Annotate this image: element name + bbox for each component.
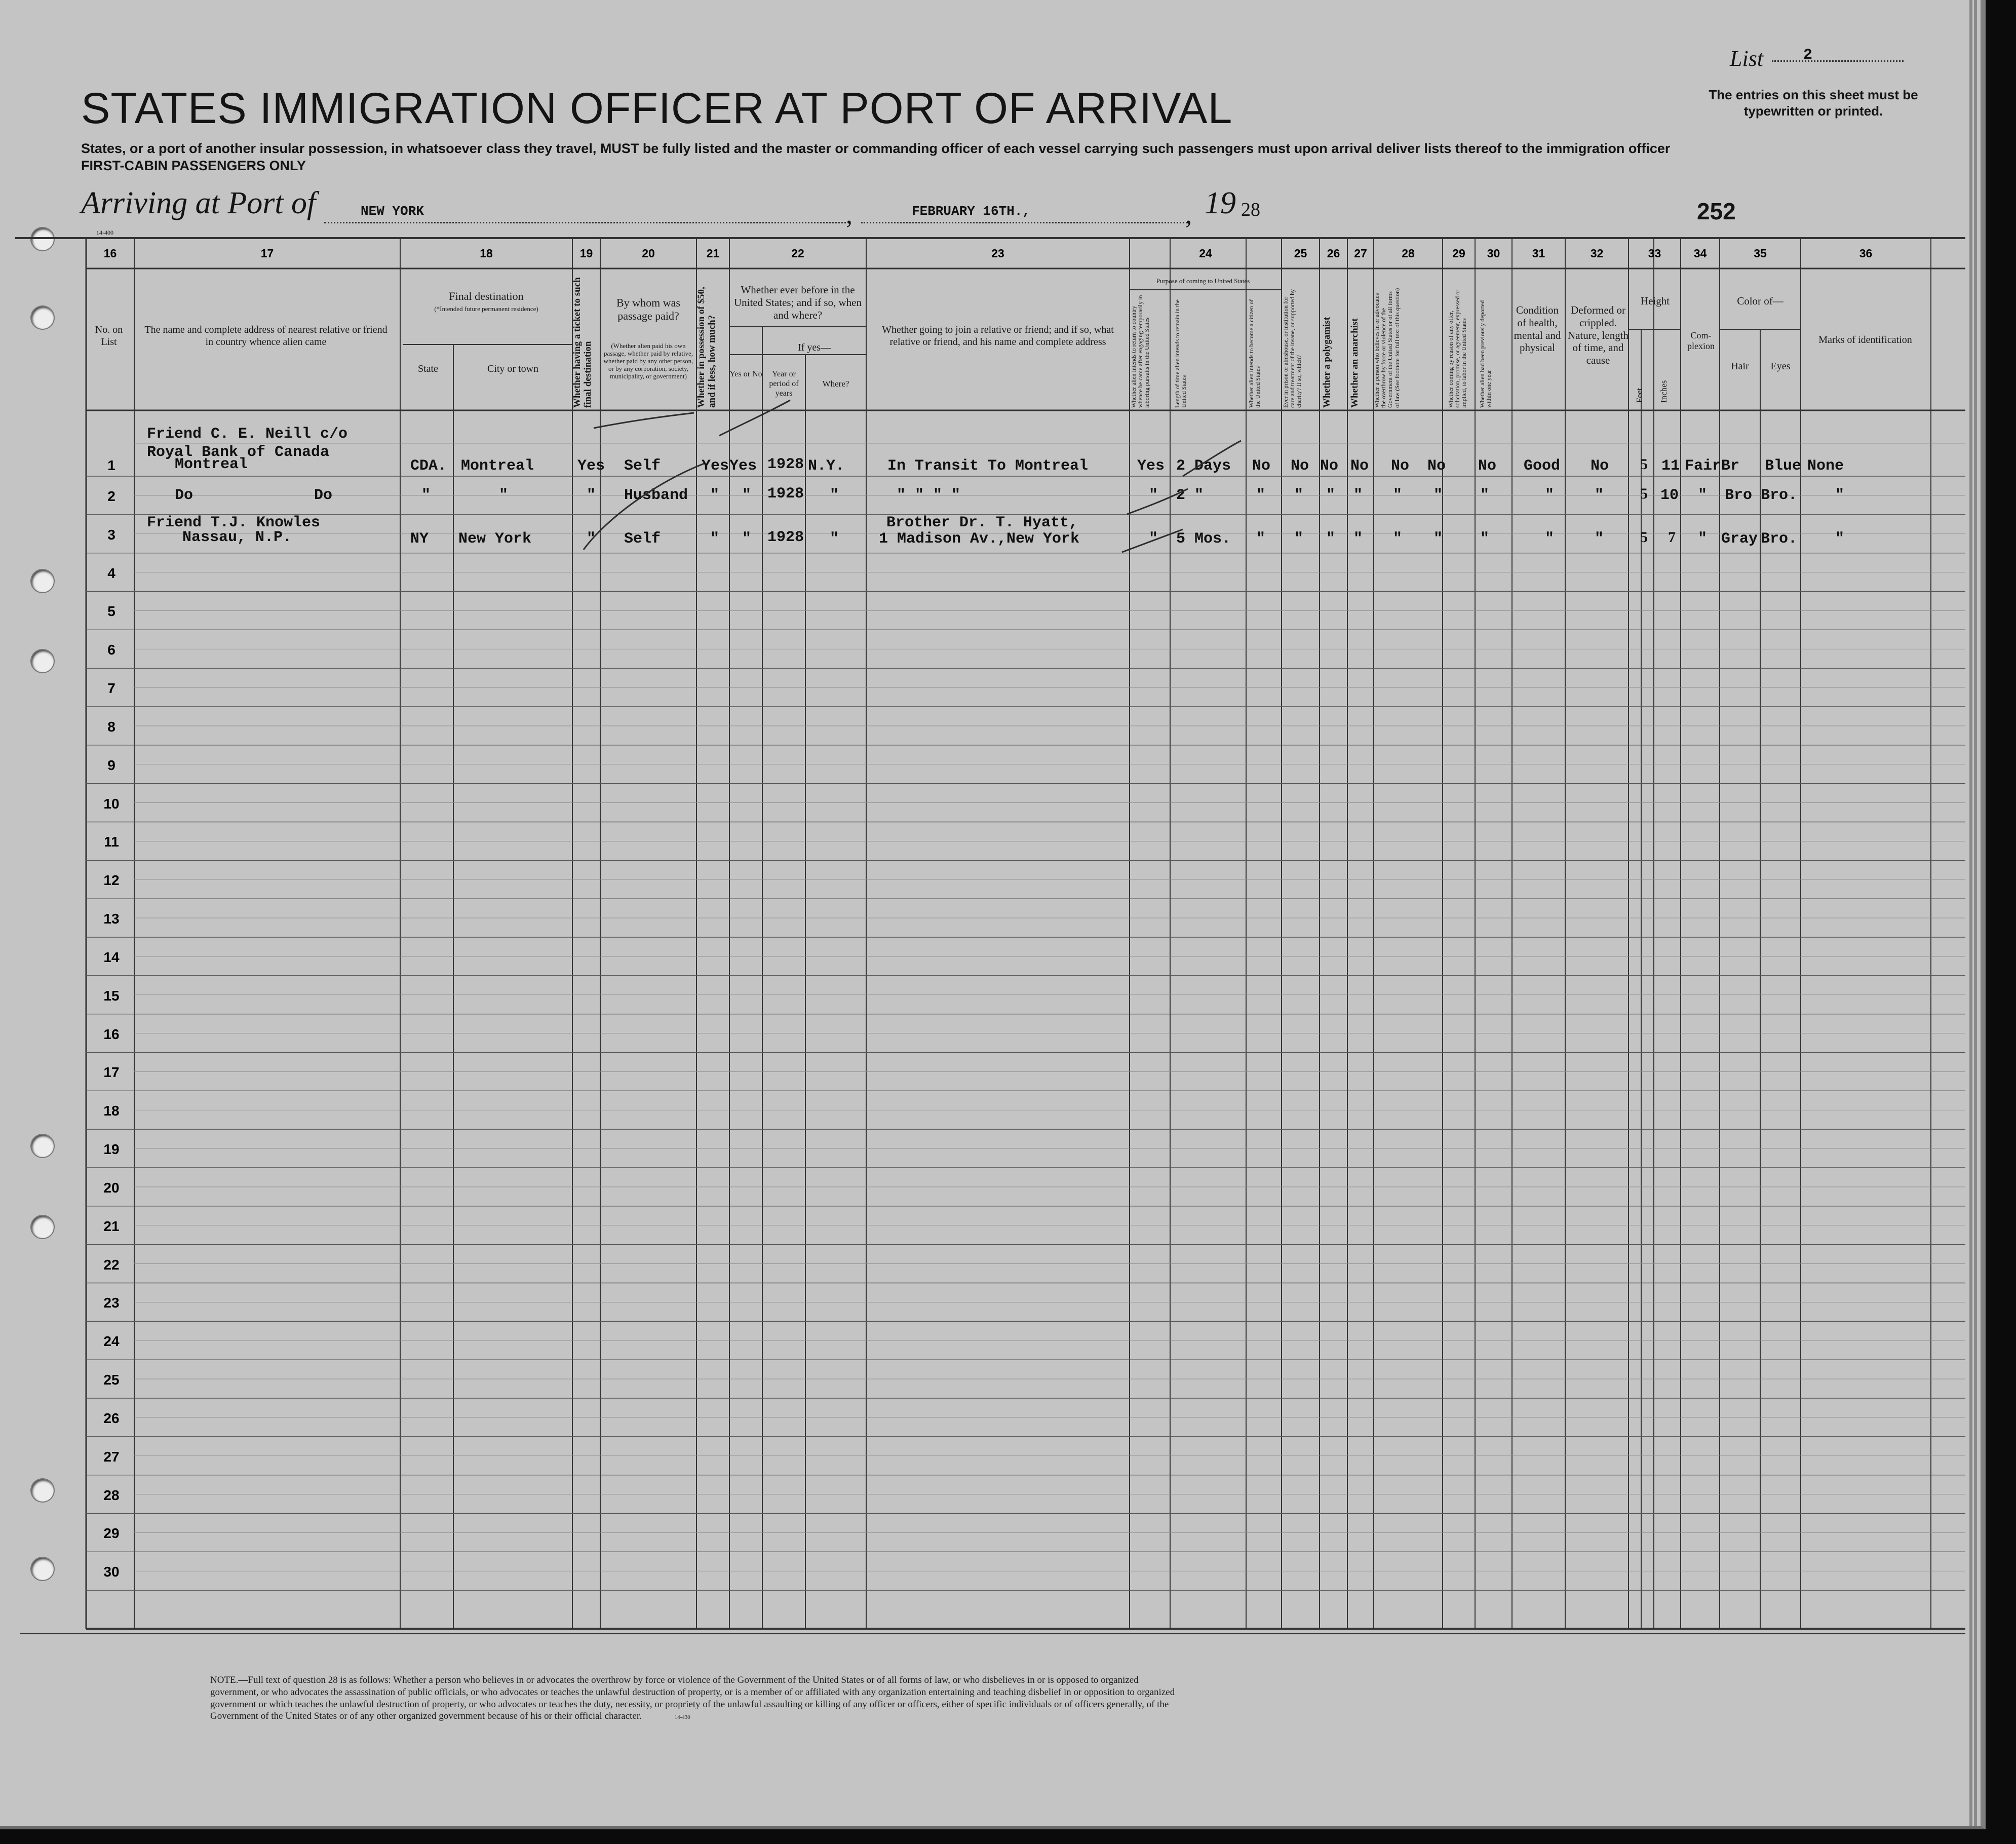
list-number: 2 xyxy=(1803,47,1813,64)
purpose-b-cell: 2 " xyxy=(1176,487,1204,504)
year-suffix: 28 xyxy=(1241,199,1260,220)
header-joining: Whether going to join a relative or friend; and if so, what relative or friend, and his name and complete address xyxy=(882,324,1114,348)
purpose-a-cell: " xyxy=(1149,487,1158,504)
row-number: 13 xyxy=(103,911,120,927)
row-number: 1 xyxy=(107,457,115,473)
footnote-text: NOTE.—Full text of question 28 is as follows: Whether a person who believes in or advocates the overthrow by force or violence of the Government of the United States or of all forms of law, or who disbelieves in or is opposed to organized government, or who advocates the assassination of public officials, or who advocates or teaches the unlawful destruction of property, or is a member of or affiliated with any organization entertaining and teaching disbelief in or opposition to organized government or which teaches the unlawful destruction of property, or who advocates or teaches the duty, necessity, or propriety of the unlawful assaulting or killing of any officer or officers, either of specific individuals or of officers generally, of the Government of the United States or of any other organized government because of his or their official character. xyxy=(210,1675,1175,1722)
header-yes-no: Yes or No xyxy=(729,370,762,378)
feet-cell: 5 xyxy=(1640,485,1648,502)
state-cell: CDA. xyxy=(410,457,447,475)
footnote xyxy=(210,1674,1183,1722)
header-final-destination: Final destination xyxy=(449,290,524,302)
header-purpose-a: Whether alien intends to return to country whence he came after engaging temporarily in laboring pursuits in the United States xyxy=(1130,295,1151,408)
row-number: 22 xyxy=(103,1256,120,1273)
feet-cell: 5 xyxy=(1640,529,1648,546)
deformed-cell: " xyxy=(1595,530,1604,548)
header-prison: Ever in prison or almshouse, or institution for care and treatment of the insane, or supported by charity? If so, which? xyxy=(1282,289,1303,408)
year-prefix: 19 xyxy=(1205,186,1236,220)
row-number: 2 xyxy=(107,488,115,504)
by-whom-cell: Self xyxy=(624,530,661,548)
offer-cell: No xyxy=(1427,457,1446,475)
header-final-destination-note: (*Intended future permanent residence) xyxy=(434,305,538,313)
header-if-yes: If yes— xyxy=(798,342,831,353)
prison-cell: No xyxy=(1291,457,1309,475)
polygamist-cell: " xyxy=(1326,530,1336,548)
header-anarchist: Whether an anarchist xyxy=(1349,318,1360,408)
relative-address: Montreal xyxy=(175,456,248,473)
by-whom-cell: Self xyxy=(624,457,661,475)
form-code: 14-400 xyxy=(96,229,113,236)
health-cell: Good xyxy=(1524,457,1561,475)
header-purpose-b: Length of time alien intends to remain in the United States xyxy=(1174,299,1188,408)
possession-cell: " xyxy=(710,487,720,504)
column-number: 35 xyxy=(1754,247,1767,260)
feet-cell: 5 xyxy=(1640,456,1648,473)
header-health: Condition of health, mental and physical xyxy=(1514,304,1561,354)
overthrow-cell: " xyxy=(1393,487,1403,504)
where-cell: " xyxy=(830,530,839,548)
row-number: 24 xyxy=(103,1333,120,1350)
column-number: 19 xyxy=(579,247,593,260)
marks-cell: " xyxy=(1835,530,1845,548)
row-number: 30 xyxy=(103,1564,120,1580)
health-cell: " xyxy=(1545,487,1555,504)
by-whom-cell: Husband xyxy=(624,487,688,504)
city-cell: " xyxy=(499,487,509,504)
state-cell: NY xyxy=(410,530,429,548)
header-relative-address: The name and complete address of nearest relative or friend in country whence alien came xyxy=(144,324,387,348)
header-by-whom-note: (Whether alien paid his own passage, whether paid by relative, whether paid by any other person, or by any corporation, society, municipality, or government) xyxy=(603,342,693,380)
column-number: 34 xyxy=(1693,247,1707,260)
arriving-label: Arriving at Port of xyxy=(81,186,316,220)
row-number: 19 xyxy=(103,1141,120,1158)
inches-cell: 7 xyxy=(1668,529,1676,546)
header-possession: Whether in possession of $50, and if less, how much? xyxy=(696,287,717,408)
purpose-b-cell: 2 Days xyxy=(1176,457,1231,475)
row-number: 27 xyxy=(103,1448,120,1465)
where-cell: " xyxy=(830,487,839,504)
relative-address: Do xyxy=(175,487,193,504)
eyes-cell: Bro. xyxy=(1761,530,1798,548)
offer-cell: " xyxy=(1433,530,1443,548)
column-number: 32 xyxy=(1590,247,1604,260)
marks-cell: " xyxy=(1835,487,1845,504)
row-number: 10 xyxy=(103,795,120,812)
column-number: 22 xyxy=(791,247,804,260)
column-number: 24 xyxy=(1199,247,1212,260)
possession-cell: " xyxy=(710,530,720,548)
row-number: 11 xyxy=(104,834,119,850)
row-number: 23 xyxy=(103,1295,120,1311)
possession-cell: Yes xyxy=(702,457,729,475)
prison-cell: " xyxy=(1294,530,1304,548)
check-mark xyxy=(1183,441,1241,476)
row-number: 16 xyxy=(103,1026,120,1042)
joining-cell: 1 Madison Av.,New York xyxy=(879,530,1080,548)
year-cell: 1928 xyxy=(767,485,804,503)
marks-cell: None xyxy=(1807,457,1844,475)
purpose-c-cell: " xyxy=(1256,487,1266,504)
row-number: 6 xyxy=(107,642,115,658)
check-mark xyxy=(594,413,694,428)
inches-cell: 11 xyxy=(1661,457,1680,475)
header-inches: Inches xyxy=(1659,380,1669,403)
column-number: 36 xyxy=(1859,247,1873,260)
polygamist-cell: No xyxy=(1320,457,1339,475)
column-number: 29 xyxy=(1452,247,1465,260)
purpose-a-cell: " xyxy=(1149,530,1158,548)
anarchist-cell: No xyxy=(1350,457,1369,475)
header-marks: Marks of identification xyxy=(1818,334,1912,345)
purpose-c-cell: " xyxy=(1256,530,1266,548)
page-title: STATES IMMIGRATION OFFICER AT PORT OF ARRIVAL xyxy=(81,84,1233,133)
column-number: 16 xyxy=(103,247,117,260)
relative-address: Friend T.J. Knowles xyxy=(147,514,321,531)
overthrow-cell: " xyxy=(1393,530,1403,548)
header-polygamist: Whether a polygamist xyxy=(1322,317,1332,408)
where-cell: N.Y. xyxy=(808,457,845,475)
year-cell: 1928 xyxy=(767,529,804,546)
row-number: 26 xyxy=(103,1410,120,1426)
check-mark xyxy=(1127,489,1188,514)
column-number: 18 xyxy=(480,247,493,260)
deported-cell: " xyxy=(1480,530,1490,548)
comma: , xyxy=(1185,201,1192,229)
overthrow-cell: No xyxy=(1391,457,1410,475)
deformed-cell: " xyxy=(1595,487,1604,504)
footnote-code: 14-430 xyxy=(674,1714,690,1721)
row-number: 7 xyxy=(107,680,115,697)
joining-cell: In Transit To Montreal xyxy=(887,457,1089,475)
ever-before-cell: Yes xyxy=(729,457,757,475)
header-no-on-list: No. on List xyxy=(95,324,123,348)
class-line: FIRST-CABIN PASSENGERS ONLY xyxy=(81,158,306,173)
deported-cell: No xyxy=(1478,457,1497,475)
page-number: 252 xyxy=(1697,198,1736,224)
row-number: 21 xyxy=(103,1218,120,1234)
header-by-whom: By whom was passage paid? xyxy=(616,296,680,322)
comma: , xyxy=(846,201,852,229)
check-mark xyxy=(584,464,704,550)
column-number: 27 xyxy=(1354,247,1367,260)
complexion-cell: Fair xyxy=(1685,457,1722,475)
header-ever-before: Whether ever before in the United States; and if so, when and where? xyxy=(734,284,862,321)
joining-cell: Brother Dr. T. Hyatt, xyxy=(886,514,1078,531)
joining-cell: " " " " xyxy=(897,487,961,504)
relative-address: Nassau, N.P. xyxy=(182,529,292,546)
ever-before-cell: " xyxy=(742,530,752,548)
complexion-cell: " xyxy=(1698,530,1708,548)
column-number: 21 xyxy=(706,247,720,260)
row-number: 8 xyxy=(107,718,115,735)
hair-cell: Gray xyxy=(1721,530,1758,548)
header-deformed: Deformed or crippled. Nature, length of time, and cause xyxy=(1567,304,1629,367)
health-cell: " xyxy=(1545,530,1555,548)
row-number: 18 xyxy=(103,1103,120,1119)
column-number: 23 xyxy=(991,247,1004,260)
row-number: 28 xyxy=(103,1487,120,1503)
check-mark xyxy=(719,400,790,436)
inches-cell: 10 xyxy=(1660,487,1679,504)
state-cell: " xyxy=(421,487,431,504)
relative-address: Royal Bank of Canada xyxy=(147,444,330,461)
port-value: NEW YORK xyxy=(361,204,424,219)
anarchist-cell: " xyxy=(1353,530,1363,548)
header-deported: Whether alien had been previously deported within one year xyxy=(1479,300,1493,408)
header-state: State xyxy=(418,363,438,374)
header-feet: Feet xyxy=(1635,388,1644,403)
column-number: 25 xyxy=(1294,247,1307,260)
header-color-of: Color of— xyxy=(1737,295,1784,307)
deported-cell: " xyxy=(1480,487,1490,504)
header-eyes: Eyes xyxy=(1770,361,1791,372)
header-complexion: Com-plexion xyxy=(1687,330,1715,352)
hair-cell: Bro xyxy=(1725,487,1753,504)
column-number: 30 xyxy=(1487,247,1500,260)
purpose-a-cell: Yes xyxy=(1137,457,1165,475)
city-cell: New York xyxy=(458,530,532,548)
check-mark xyxy=(1122,529,1183,552)
header-hair: Hair xyxy=(1731,361,1749,372)
header-year-period: Year or period of years xyxy=(769,370,799,398)
instructions: The entries on this sheet must be typewritten or printed. xyxy=(1709,87,1918,119)
column-number: 17 xyxy=(260,247,274,260)
header-purpose-c: Whether alien intends to become a citizen of the United States xyxy=(1248,299,1262,408)
ever-before-cell: " xyxy=(742,487,752,504)
header-city: City or town xyxy=(487,363,539,374)
ticket-cell: " xyxy=(587,530,596,548)
header-where: Where? xyxy=(822,379,849,389)
column-number: 26 xyxy=(1327,247,1340,260)
handwritten-marks xyxy=(0,0,1981,608)
ticket-cell: Yes xyxy=(577,457,605,475)
header-offer: Whether coming by reason of any offer, solicitation, promise, or agreement, expressed or implied, to labor in the United States xyxy=(1447,289,1468,408)
relative-address: Do xyxy=(314,487,333,504)
row-number: 29 xyxy=(103,1525,120,1542)
city-cell: Montreal xyxy=(461,457,534,475)
row-number: 12 xyxy=(103,872,120,889)
year-cell: 1928 xyxy=(767,456,804,473)
column-number: 20 xyxy=(642,247,655,260)
header-height: Height xyxy=(1640,295,1670,307)
prison-cell: " xyxy=(1294,487,1304,504)
hair-cell: Br xyxy=(1721,457,1740,475)
relative-address: Friend C. E. Neill c/o xyxy=(147,426,348,443)
date-value: FEBRUARY 16TH., xyxy=(912,204,1031,219)
column-number: 28 xyxy=(1402,247,1415,260)
subtitle: States, or a port of another insular possession, in whatsoever class they travel, MUST be fully listed and the master or commanding officer of each vessel carrying such passengers must upon arrival deliver lists thereof to the immigration officer xyxy=(81,141,1671,156)
eyes-cell: Bro. xyxy=(1761,487,1798,504)
row-number: 5 xyxy=(107,603,115,620)
header-ticket: Whether having a ticket to such final destination xyxy=(572,277,593,408)
row-number: 25 xyxy=(103,1372,120,1388)
row-number: 14 xyxy=(103,949,120,965)
header-overthrow: Whether a person who believes in or advocates the overthrow by force or violence of the Government of the United States or of all forms of law (See footnote for full text of this question) xyxy=(1373,288,1401,408)
row-number: 4 xyxy=(107,565,115,581)
row-number: 9 xyxy=(107,757,115,773)
polygamist-cell: " xyxy=(1326,487,1336,504)
ticket-cell: " xyxy=(587,487,596,504)
complexion-cell: " xyxy=(1698,487,1708,504)
purpose-b-cell: 5 Mos. xyxy=(1176,530,1231,548)
row-number: 17 xyxy=(103,1064,120,1081)
deformed-cell: No xyxy=(1591,457,1609,475)
list-label: List xyxy=(1730,46,1764,71)
anarchist-cell: " xyxy=(1353,487,1363,504)
header-purpose: Purpose of coming to United States xyxy=(1156,277,1250,285)
row-number: 20 xyxy=(103,1179,120,1196)
offer-cell: " xyxy=(1433,487,1443,504)
purpose-c-cell: No xyxy=(1252,457,1271,475)
column-number: 33 xyxy=(1648,247,1661,260)
column-number: 31 xyxy=(1532,247,1545,260)
eyes-cell: Blue xyxy=(1765,457,1802,475)
row-number: 3 xyxy=(107,526,115,543)
row-number: 15 xyxy=(103,987,120,1004)
